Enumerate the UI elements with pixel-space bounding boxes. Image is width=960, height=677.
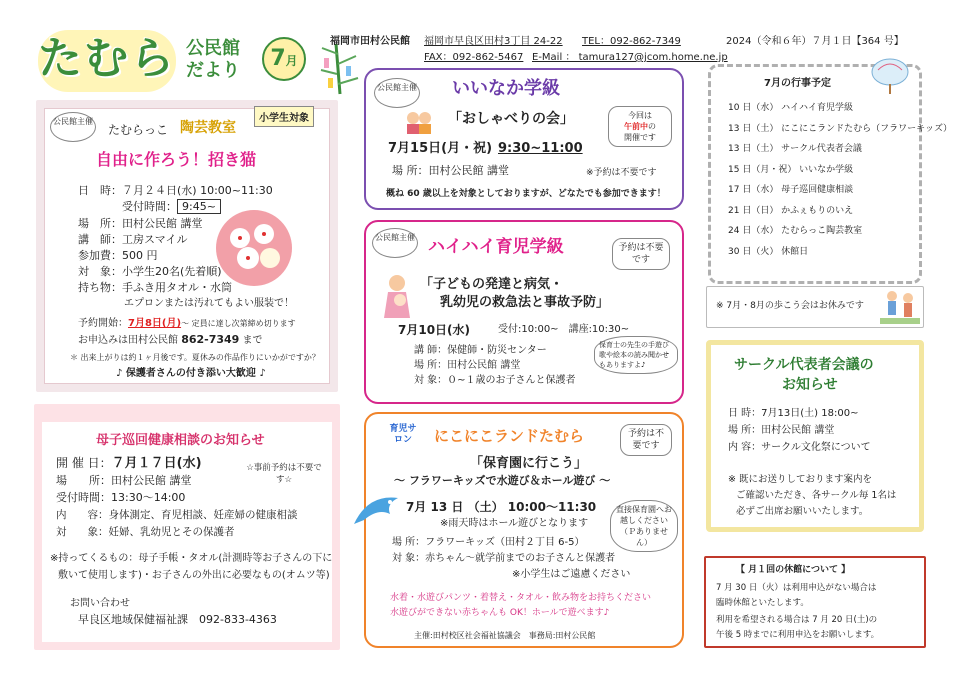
nikoniko-bubble: 直接保育園へお越しください（Ｐありません）	[610, 500, 678, 552]
pottery-reception-label: 受付時間：	[122, 200, 177, 213]
circle-note1: ※ 既にお送りしております案内を	[728, 474, 872, 485]
nikoniko-line2: 水遊びができない赤ちゃんも OK！ホールで遊べます♪	[390, 608, 610, 618]
health-date-label: 開 催 日：	[56, 456, 112, 470]
nikoniko-title: にこにこランドたむら	[434, 427, 585, 445]
health-date-value: ７月１７日(水)	[111, 456, 202, 471]
email[interactable]: E-Mail ： tamura127@jcom.home.ne.jp	[532, 52, 728, 63]
health-contact: お問い合わせ	[70, 598, 130, 609]
haihai-event1: 「子どもの発達と病気・	[420, 277, 564, 292]
month-unit: 月	[285, 54, 298, 68]
dolphin-icon	[350, 490, 402, 530]
reserve-note: ～ 定員に達し次第締め切ります	[181, 319, 296, 328]
pottery-place: 場 所：田村公民館 講堂	[78, 217, 203, 230]
iinaka-note-box: 今回は 午前中の 開催です	[608, 106, 672, 147]
schedule-list	[728, 98, 952, 262]
circle-note2: ご確認いただき、各サークル毎 1名は	[736, 490, 897, 501]
circle-title1: サークル代表者会議の	[734, 357, 874, 373]
nikoniko-place: 場 所：フラワーキッズ（田村２丁目 6-5）	[392, 537, 585, 548]
iinaka-no-reserve: ※予約は不要です	[586, 168, 657, 178]
apply-label: お申込みは田村公民館	[78, 335, 178, 346]
haihai-event2: 乳幼児の救急法と事故予防」	[440, 295, 610, 310]
schedule-item: 13 日（土） にこにこランドたむら（フラワーキッズ）	[728, 123, 952, 134]
haihai-host-label: 公民館主催	[372, 228, 418, 258]
fan-icon	[868, 58, 912, 94]
nikoniko-sub: ～ フラワーキッズで水遊び＆ホール遊び ～	[394, 474, 611, 487]
pottery-note: ＊ 出来上がりは約１ヶ月後です。夏休みの作品作りにいかがですか？	[70, 353, 320, 362]
haihai-title: ハイハイ育児学級	[428, 237, 564, 257]
issue-info: 2024（令和６年）７月１日【364 号】	[726, 36, 904, 47]
haihai-date: 7月10日(水)	[398, 323, 471, 337]
pottery-host-label: 公民館主催	[50, 112, 96, 142]
circle-place: 場 所：田村公民館 講堂	[728, 425, 835, 436]
pottery-fee: 参加費：500 円	[78, 249, 158, 262]
schedule-item: 17 日（水） 母子巡回健康相談	[728, 185, 854, 195]
apply-tel: 862-7349	[181, 333, 240, 346]
closed-line3: 利用を希望される場合は 7 月 20 日(土)の	[716, 615, 878, 625]
health-title: 母子巡回健康相談のお知らせ	[96, 433, 265, 448]
haihai-no-reserve: 予約は不要です	[612, 238, 670, 270]
health-target: 対 象：妊婦、乳幼児とその保護者	[56, 526, 235, 538]
schedule-title: 7月の行事予定	[764, 78, 831, 89]
nikoniko-no-reserve: 予約は不要です	[620, 424, 672, 456]
nikoniko-target: 対 象：赤ちゃん～就学前までのお子さんと保護者	[392, 553, 616, 564]
walking-people-icon	[880, 288, 920, 326]
health-no-reserve: ☆事前予約は不要です☆	[246, 463, 322, 485]
haihai-target: 対 象：０~１歳のお子さんと保護者	[414, 375, 576, 386]
pottery-pre: たむらっこ	[108, 123, 169, 137]
iinaka-place: 場 所：田村公民館 講堂	[392, 164, 509, 177]
pottery-reception	[122, 199, 221, 215]
pottery-title: 自由に作ろう！招き猫	[96, 150, 257, 169]
health-date	[56, 455, 202, 472]
iinaka-note-red: 午前中	[624, 122, 648, 131]
circle-note3: 必ずご出席お願いいたします。	[736, 506, 869, 517]
health-content: 内 容：身体測定、育児相談、妊産婦の健康相談	[56, 509, 298, 521]
nikoniko-rain: ※雨天時はホール遊びとなります	[440, 518, 589, 529]
health-reception: 受付時間：13:30～14:00	[56, 491, 186, 504]
closed-line2: 臨時休館といたします。	[716, 598, 809, 608]
nikoniko-host-label: 育児サロン	[389, 424, 417, 445]
maneki-neko-image	[214, 208, 294, 288]
pottery-items2: エプロンまたは汚れてもよい服装で！	[124, 298, 294, 309]
iinaka-host-label: 公民館主催	[374, 78, 420, 108]
apply-post: まで	[242, 335, 263, 346]
health-contact2: 早良区地域保健福祉課 092-833-4363	[78, 613, 277, 626]
month-badge	[262, 37, 306, 81]
nikoniko-school: ※小学生はご遠慮ください	[512, 569, 631, 580]
iinaka-time: 9:30~11:00	[498, 141, 583, 156]
closed-line1: 7 月 30 日（火）は利用申込がない場合は	[716, 583, 877, 593]
pottery-name: 陶芸教室	[180, 120, 236, 136]
circle-date: 日 時：7月13日(土) 18:00~	[728, 408, 859, 419]
haihai-teacher: 講 師：保健師・防災センター	[414, 345, 547, 356]
nikoniko-line1: 水着・水遊びパンツ・着替え・タオル・飲み物をお持ちください	[390, 593, 652, 603]
schedule-item: 13 日（土） サークル代表者会議	[728, 144, 862, 154]
address: 福岡市早良区田村3丁目 24-22	[424, 36, 563, 47]
month-number: 7	[270, 46, 286, 71]
circle-title2: お知らせ	[782, 377, 838, 393]
pottery-date: 日 時：７月２４日(水) 10:00~11:30	[78, 184, 273, 197]
reserve-date: 7月8日(月)	[128, 318, 182, 329]
haihai-place: 場 所：田村公民館 講堂	[414, 360, 521, 371]
pottery-teacher: 講 師：工房スマイル	[78, 233, 188, 246]
iinaka-event: 「おしゃべりの会」	[448, 111, 574, 127]
iinaka-title: いいなか学級	[452, 78, 560, 99]
pottery-target: 対 象：小学生20名(先着順)	[78, 265, 222, 278]
walk-text: ※ 7月・8月の歩こう会はお休みです	[716, 301, 864, 311]
schedule-item: 10 日（水） ハイハイ育児学級	[728, 103, 853, 113]
target-badge: 小学生対象	[254, 106, 314, 127]
reserve-label: 予約開始：	[78, 318, 128, 329]
subtitle-line1: 公民館	[186, 38, 240, 59]
closed-line4: 午後 5 時までに利用申込をお願いします。	[716, 630, 880, 640]
circle-content: 内 容：サークル文化祭について	[728, 442, 871, 453]
iinaka-desc: 概ね 60 歳以上を対象としておりますが、どなたでも参加できます！	[386, 189, 666, 199]
newsletter-subtitle	[186, 38, 240, 82]
nikoniko-date: 7月 13 日 （土） 10:00～11:30	[406, 500, 597, 514]
health-bring2: 敷いて使用します)・お子さんの外出に必要なもの(オムツ等)	[58, 570, 330, 581]
newsletter-logo: たむら	[38, 30, 176, 92]
tel: TEL：092-862-7349	[582, 36, 681, 47]
org-name: 福岡市田村公民館	[330, 36, 410, 47]
haihai-time: 受付:10:00~ 講座:10:30~	[498, 324, 630, 335]
iinaka-date: 7月15日(月・祝)	[388, 141, 493, 156]
schedule-item: 30 日（火） 休館日	[728, 246, 809, 257]
people-icon	[404, 110, 434, 134]
pottery-items: 持ち物：手ふき用タオル・水筒	[78, 281, 232, 294]
subtitle-line2: だより	[186, 60, 240, 81]
mother-baby-icon	[380, 274, 414, 318]
pottery-reserve	[78, 316, 296, 332]
health-place: 場 所：田村公民館 講堂	[56, 474, 192, 487]
pottery-escort: ♪ 保護者さんの付き添い大歓迎 ♪	[116, 368, 266, 379]
pottery-reception-time: 9:45~	[177, 199, 221, 214]
health-bring1: ※持ってくるもの：母子手帳・タオル(計測時等お子さんの下に	[50, 553, 333, 564]
closed-title: 【 月１回の休館について 】	[736, 565, 851, 575]
haihai-bubble: 保育士の先生の手遊び歌や絵本の読み聞かせもありますよ♪	[594, 336, 678, 374]
pottery-apply	[78, 332, 263, 349]
tanabata-bamboo-icon	[318, 40, 362, 96]
schedule-item: 24 日（水） たむらっこ陶芸教室	[728, 226, 863, 236]
nikoniko-host-note: 主催:田村校区社会福祉協議会 事務局:田村公民館	[414, 631, 596, 640]
fax: FAX：092-862-5467	[424, 52, 524, 63]
schedule-item: 21 日（日） かふぇもりのいえ	[728, 205, 854, 216]
nikoniko-event: 「保育園に行こう」	[470, 456, 588, 471]
schedule-item: 15 日（月・祝） いいなか学級	[728, 164, 854, 175]
